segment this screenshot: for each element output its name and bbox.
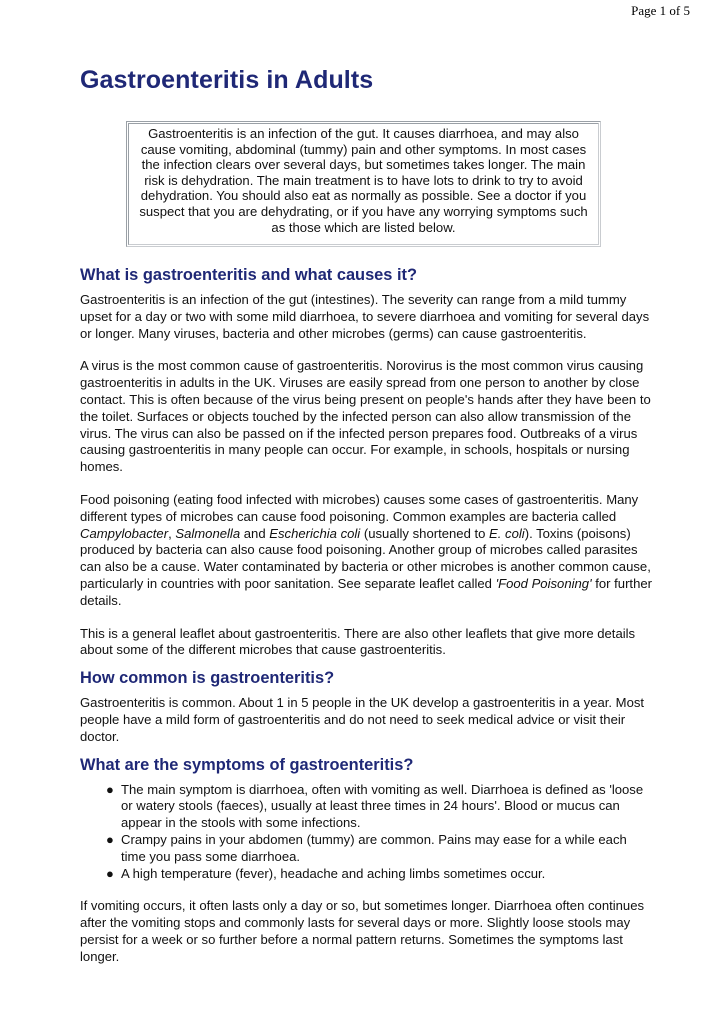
food-poisoning-and: and: [240, 525, 270, 541]
bullet-icon: ●: [106, 865, 114, 881]
paragraph-definition: Gastroenteritis is an infection of the gut (intestines). The severity can range from a mild tummy upset for a day or two with some mild diarrhoea, to severe diarrhoea and vomiting for several days or longer. Many viruses, bacteria and other microbes (germs) can cause gastroenteritis.: [80, 292, 650, 341]
food-poisoning-comma: ,: [168, 525, 176, 541]
article-content: [80, 264, 652, 966]
summary-text: Gastroenteritis is an infection of the gut. It causes diarrhoea, and may also cause vomiting, abdominal (tummy) pain and other symptoms. In most cases the infection clears over several days, but sometimes takes longer. The main risk is dehydration. The main treatment is to have lots to drink to try to avoid dehydration. You should also eat as normally as possible. See a doctor if you suspect that you are dehydrating, or if you have any worrying symptoms such as those which are listed below.: [139, 126, 588, 235]
page-title: Gastroenteritis in Adults: [80, 66, 374, 94]
salmonella-term: Salmonella: [175, 525, 241, 541]
paragraph-vomiting-duration: If vomiting occurs, it often lasts only a day or so, but sometimes longer. Diarrhoea often continues after the vomiting stops and commonly lasts for several days or more. Slightly loose stools may persist for a week or so further before a normal pattern returns. Sometimes the symptoms last longer.: [80, 898, 645, 964]
section-heading-symptoms: What are the symptoms of gastroenteritis?: [80, 755, 414, 774]
symptoms-list: [80, 782, 652, 883]
food-poisoning-text-3: ). Toxins (poisons) produced by bacteria can also cause food poisoning. Another group of microbes called parasites can also be a cause. Water contaminated by bacteria or other microbes is another common cause, particularly in countries with poor sanitation. See separate leaflet called: [80, 525, 651, 591]
food-poisoning-text-4: for further details.: [80, 575, 652, 608]
list-item: [80, 832, 652, 866]
e-coli-term: E. coli: [489, 525, 525, 541]
summary-box: [126, 121, 601, 247]
bullet-icon: ●: [106, 831, 114, 847]
escherichia-coli-term: Escherichia coli: [269, 525, 361, 541]
paragraph-food-poisoning: [80, 492, 652, 610]
campylobacter-term: Campylobacter: [80, 525, 169, 541]
list-item: [80, 782, 652, 832]
bullet-icon: ●: [106, 781, 114, 797]
section-heading-what-is: What is gastroenteritis and what causes it?: [80, 266, 417, 284]
food-poisoning-text-1: Food poisoning (eating food infected with microbes) causes some cases of gastroenteritis. Many different types of microbes can cause food poisoning. Common examples are bacteria called: [80, 491, 639, 524]
list-item-text: The main symptom is diarrhoea, often with vomiting as well. Diarrhoea is defined as 'loose or watery stools (faeces), usually at least three times in 24 hours'. Blood or mucus can appear in the stools with some infections.: [121, 781, 644, 831]
food-poisoning-leaflet-title: 'Food Poisoning': [495, 575, 592, 591]
paragraph-virus-cause: A virus is the most common cause of gastroenteritis. Norovirus is the most common virus causing gastroenteritis in adults in the UK. Viruses are easily spread from one person to another by close contact. This is often because of the virus being present on people's hands after they have been to the toilet. Surfaces or objects touched by the infected person can also allow transmission of the virus. The virus can also be passed on if the infected person prepares food. Outbreaks of a virus causing gastroenteritis in many people can occur. For example, in schools, hospitals or nursing homes.: [80, 358, 651, 475]
list-item: [80, 866, 652, 883]
section-heading-how-common: How common is gastroenteritis?: [80, 669, 335, 688]
paragraph-prevalence: Gastroenteritis is common. About 1 in 5 people in the UK develop a gastroenteritis in a year. Most people have a mild form of gastroenteritis and do not need to seek medical advice or visit their doctor.: [80, 695, 645, 744]
paragraph-general-leaflet: This is a general leaflet about gastroenteritis. There are also other leaflets that give more details about some of the different microbes that cause gastroenteritis.: [80, 625, 636, 658]
food-poisoning-text-2: (usually shortened to: [360, 525, 490, 541]
list-item-text: A high temperature (fever), headache and aching limbs sometimes occur.: [121, 865, 546, 881]
list-item-text: Crampy pains in your abdomen (tummy) are common. Pains may ease for a while each time you pass some diarrhoea.: [121, 831, 627, 864]
page-number: Page 1 of 5: [631, 3, 690, 18]
